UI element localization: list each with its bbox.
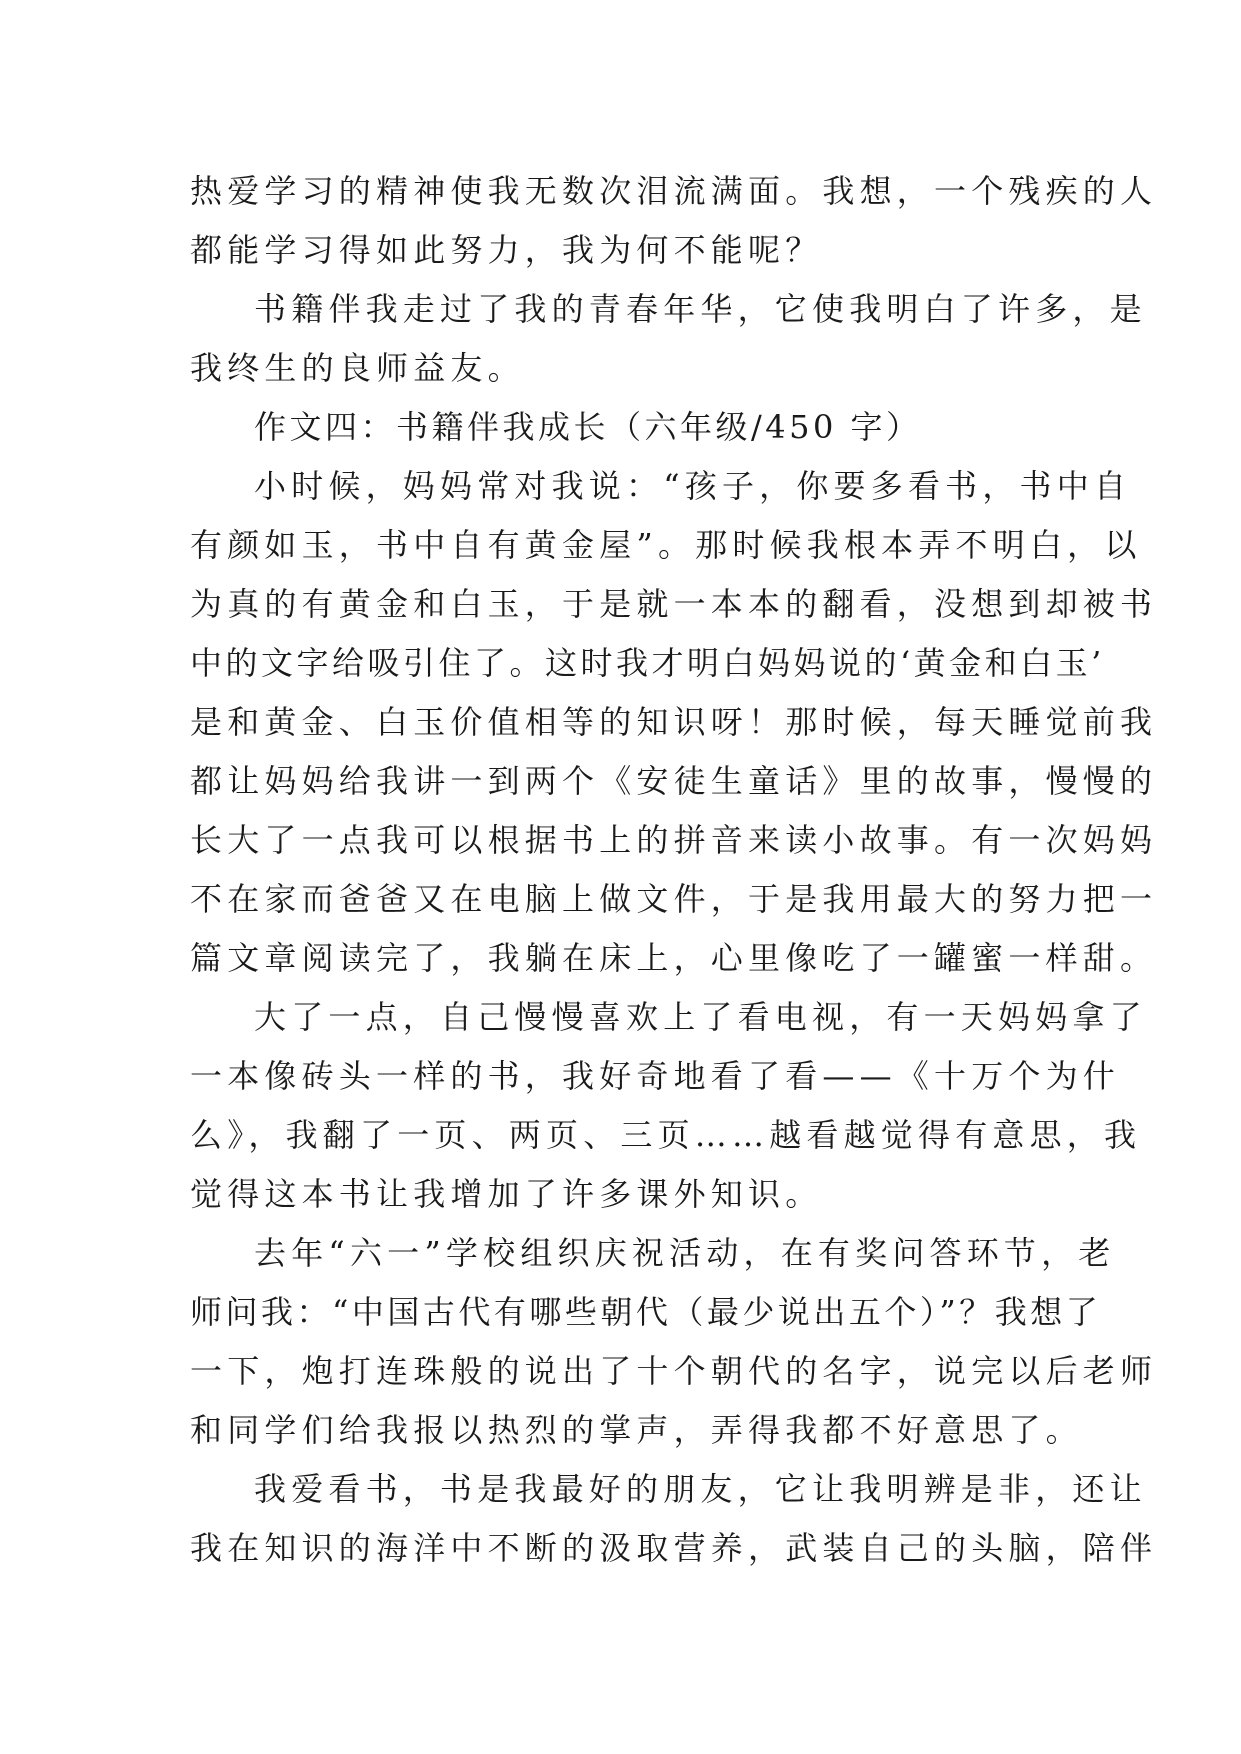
text-line: 我在知识的海洋中不断的汲取营养，武装自己的头脑，陪伴 [190, 1529, 1158, 1567]
text-line: 是和黄金、白玉价值相等的知识呀！那时候，每天睡觉前我 [190, 703, 1158, 741]
text-line: 师问我：“中国古代有哪些朝代（最少说出五个）”？我想了 [190, 1293, 1102, 1331]
text-line: 一本像砖头一样的书，我好奇地看了看——《十万个为什 [190, 1057, 1121, 1095]
essay-heading: 作文四：书籍伴我成长（六年级/450 字） [254, 408, 922, 446]
text-line: 一下，炮打连珠般的说出了十个朝代的名字，说完以后老师 [190, 1352, 1158, 1390]
text-line: 书籍伴我走过了我的青春年华，它使我明白了许多，是 [254, 290, 1147, 328]
text-line: 觉得这本书让我增加了许多课外知识。 [190, 1175, 823, 1213]
text-line: 都能学习得如此努力，我为何不能呢？ [190, 231, 823, 269]
text-line: 都让妈妈给我讲一到两个《安徒生童话》里的故事，慢慢的 [190, 762, 1158, 800]
text-line: 我终生的良师益友。 [190, 349, 525, 387]
text-line: 长大了一点我可以根据书上的拼音来读小故事。有一次妈妈 [190, 821, 1158, 859]
text-line: 大了一点，自己慢慢喜欢上了看电视，有一天妈妈拿了 [254, 998, 1147, 1036]
text-line: 么》，我翻了一页、两页、三页……越看越觉得有意思，我 [190, 1116, 1142, 1154]
text-line: 和同学们给我报以热烈的掌声，弄得我都不好意思了。 [190, 1411, 1083, 1449]
text-line: 有颜如玉，书中自有黄金屋”。那时候我根本弄不明白，以 [190, 526, 1142, 564]
text-line: 中的文字给吸引住了。这时我才明白妈妈说的‘黄金和白玉’ [190, 644, 1105, 682]
text-line: 小时候，妈妈常对我说：“孩子，你要多看书，书中自 [254, 467, 1132, 505]
text-line: 不在家而爸爸又在电脑上做文件，于是我用最大的努力把一 [190, 880, 1158, 918]
text-line: 我爱看书，书是我最好的朋友，它让我明辨是非，还让 [254, 1470, 1147, 1508]
text-line: 热爱学习的精神使我无数次泪流满面。我想，一个残疾的人 [190, 172, 1158, 210]
text-line: 篇文章阅读完了，我躺在床上，心里像吃了一罐蜜一样甜。 [190, 939, 1158, 977]
text-line: 为真的有黄金和白玉，于是就一本本的翻看，没想到却被书 [190, 585, 1158, 623]
text-line: 去年“六一”学校组织庆祝活动，在有奖问答环节，老 [254, 1234, 1116, 1272]
document-body [190, 162, 1158, 1578]
